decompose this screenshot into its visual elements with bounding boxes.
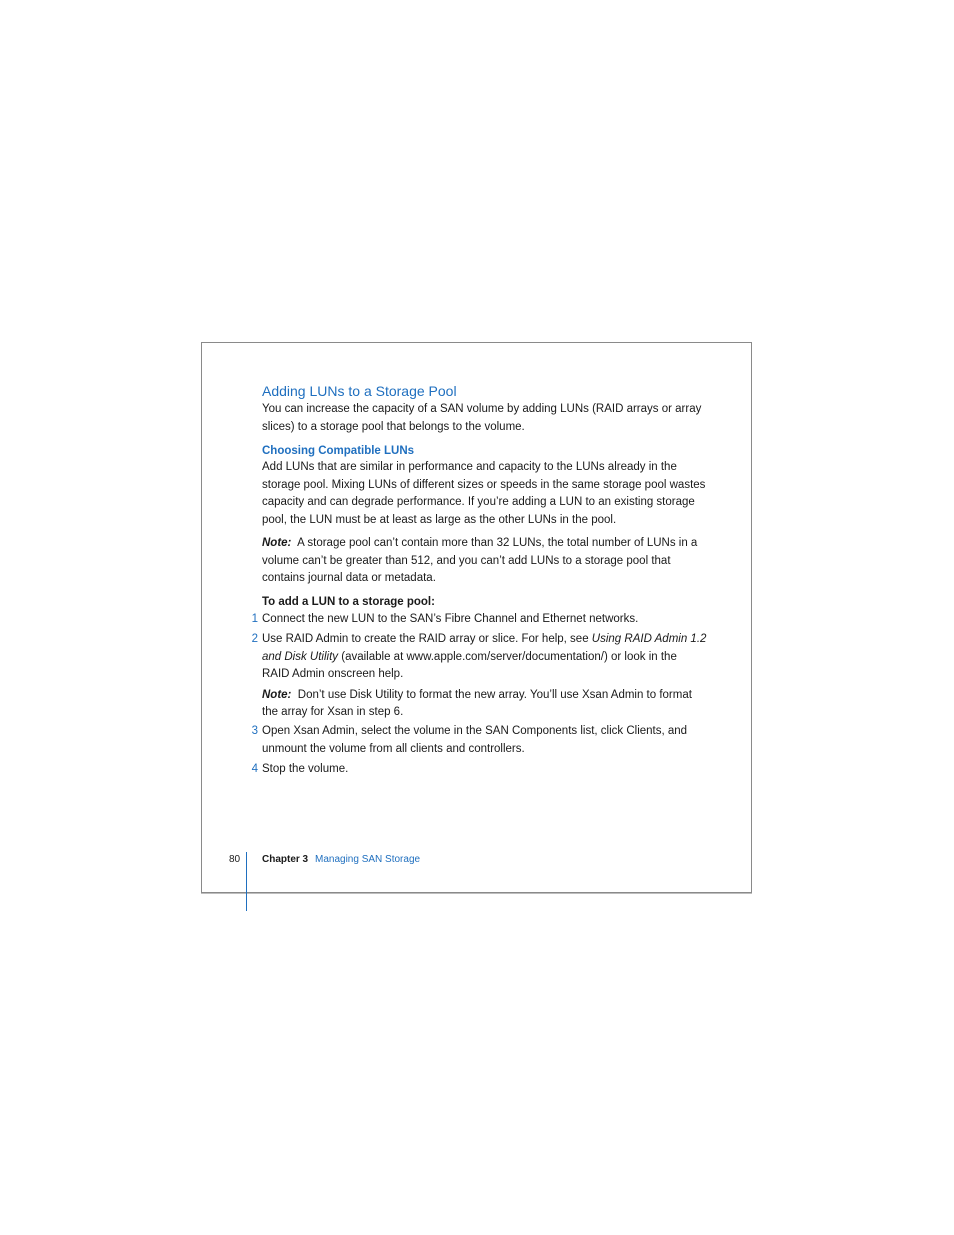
step-number: 3 — [251, 725, 258, 737]
step-4 — [251, 761, 707, 779]
step-text-plain: Use RAID Admin to create the RAID array or slice. For help, see — [262, 633, 592, 645]
step-text — [262, 631, 707, 684]
step-2 — [251, 631, 707, 722]
section-title: Adding LUNs to a Storage Pool — [262, 383, 457, 399]
subsection-title: Choosing Compatible LUNs — [262, 445, 415, 457]
step-3 — [251, 723, 707, 758]
footer-rule — [246, 852, 247, 911]
note-label: Note: — [262, 688, 292, 701]
procedure-title: To add a LUN to a storage pool: — [262, 596, 435, 608]
note-paragraph — [262, 535, 707, 588]
page-number: 80 — [229, 854, 241, 865]
note-text: A storage pool can’t contain more than 32 LUNs, the total number of LUNs in a volume can’t be greater than 512, and you can’t add LUNs to a storage pool that contains journal data or metadata. — [262, 537, 698, 584]
step-number: 4 — [251, 763, 258, 775]
step-text: Open Xsan Admin, select the volume in the SAN Components list, click Clients, and unmount the volume from all clients and controllers. — [262, 725, 688, 755]
chapter-label: Chapter 3 — [262, 854, 309, 865]
intro-paragraph: You can increase the capacity of a SAN volume by adding LUNs (RAID arrays or array slices) to a storage pool that belongs to the volume. — [262, 403, 702, 433]
chapter-title: Managing SAN Storage — [315, 854, 421, 865]
doc-title: Using RAID Admin 1.2 and Disk Utility — [262, 633, 707, 663]
section-intro — [262, 401, 707, 436]
step-number: 1 — [251, 613, 258, 625]
subsection-body — [262, 459, 707, 529]
note-text: Don’t use Disk Utility to format the new array. You’ll use Xsan Admin to format the array for Xsan in step 6. — [262, 688, 692, 718]
note-block — [262, 535, 707, 588]
step-note — [262, 687, 707, 722]
step-1 — [251, 611, 707, 629]
step-text: Stop the volume. — [262, 763, 349, 775]
step-text: Connect the new LUN to the SAN’s Fibre Channel and Ethernet networks. — [262, 613, 639, 625]
step-text-plain: (available at www.apple.com/server/documentation/) or look in the RAID Admin onscreen help. — [262, 650, 677, 680]
body-paragraph: Add LUNs that are similar in performance and capacity to the LUNs already in the storage pool. Mixing LUNs of different sizes or speeds in the same storage pool wastes capacity and can degrade performance. If you’re adding a LUN to an existing storage pool, the LUN must be at least as large as the other LUNs in the pool. — [262, 461, 706, 526]
note-label: Note: — [262, 537, 292, 549]
step-number: 2 — [251, 633, 258, 645]
